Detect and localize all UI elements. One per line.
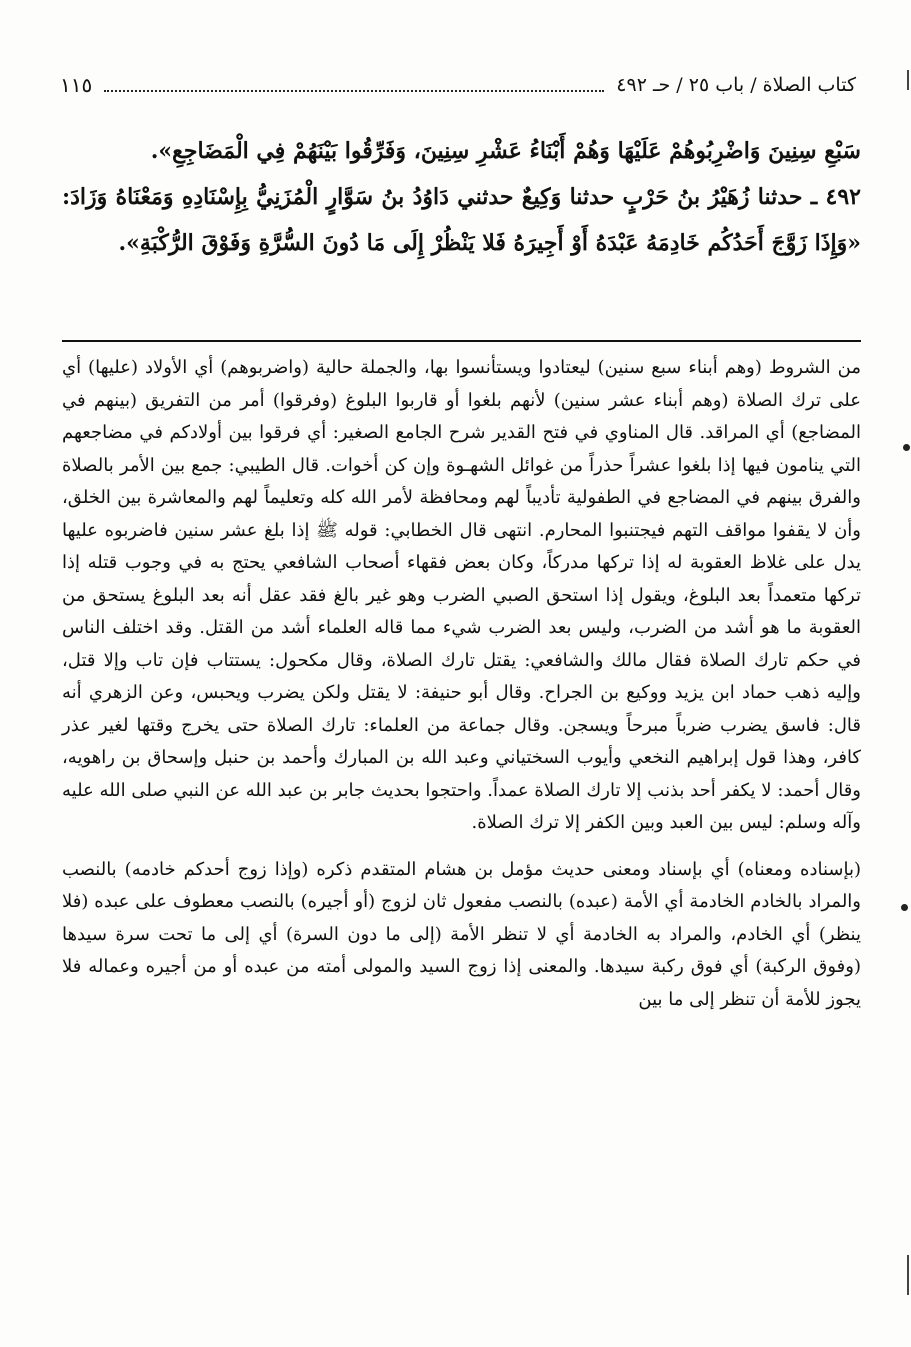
commentary-paragraph-1: من الشروط (وهم أبناء سبع سنين) ليعتادوا ويستأنسوا بها، والجملة حالية (واضربوهم) أي الأولاد (عليها) أي على ترك الصلاة (وهم أبناء عشر سنين) لأنهم بلغوا أو قاربوا البلوغ (وفرقوا) أمر من التفريق (بينهم في المضاجع) أي المراقد. قال المناوي في فتح القدير شرح الجامع الصغير: أي فرقوا بين أولادكم في مضاجعهم التي ينامون فيها إذا بلغوا عشراً حذراً من غوائل الشهـوة وإن كن أخوات. قال الطيبي: جمع بين الأمر بالصلاة والفرق بينهم في المضاجع في الطفولية تأديباً لهم ومحافظة لأمر الله كله وتعليماً لهم والمعاشرة بين الخلق، وأن لا يقفوا مواقف التهم فيجتنبوا المحارم. انتهى قال الخطابي: قوله ﷺ إذا بلغ عشر سنين فاضربوه عليها يدل على غلاظ العقوبة له إذا تركها مدركاً، وكان بعض فقهاء أصحاب الشافعي يحتج به في وجوب قتله إذا تركها متعمداً بعد البلوغ، ويقول إذا استحق الصبي الضرب وهو غير بالغ فقد عقل أنه بعد البلوغ يستحق من العقوبة ما هو أشد من الضرب، وليس بعد الضرب شيء مما قاله العلماء أشد من القتل. وقد اختلف الناس في حكم تارك الصلاة فقال مالك والشافعي: يقتل تارك الصلاة، وقال مكحول: يستتاب فإن تاب وإلا قتل، وإليه ذهب حماد ابن يزيد ووكيع بن الجراح. وقال أبو حنيفة: لا يقتل ولكن يضرب ويحبس، وعن الزهري أنه قال: فاسق يضرب ضرباً مبرحاً ويسجن. وقال جماعة من العلماء: تارك الصلاة حتى يخرج وقتها لغير عذر كافر، وهذا قول إبراهيم النخعي وأيوب السختياني وعبد الله بن المبارك وأحمد بن حنبل وإسحاق بن راهويه، وقال أحمد: لا يكفر أحد بذنب إلا تارك الصلاة عمداً. واحتجوا بحديث جابر بن عبد الله عن النبي صلى الله عليه وآله وسلم: ليس بين العبد وبين الكفر إلا ترك الصلاة. bbox=[62, 357, 862, 833]
hadith-492 bbox=[62, 174, 861, 266]
running-title: كتاب الصلاة / باب ٢٥ / حـ ٤٩٢ bbox=[616, 74, 856, 96]
page-number: ١١٥ bbox=[60, 73, 93, 97]
header-dot-leader bbox=[104, 78, 604, 92]
commentary-paragraph-2: (بإسناده ومعناه) أي بإسناد ومعنى حديث مؤمل بن هشام المتقدم ذكره (وإذا زوج أحدكم خادمه) بالنصب والمراد بالخادم الخادمة أي الأمة (عبده) بالنصب مفعول ثان لزوج (أو أجيره) بالنصب معطوف على عبده (فلا ينظر) أي الخادم، والمراد به الخادمة أي لا تنظر الأمة (إلى ما دون السرة) أي إلى ما تحت سرة سيدها (وفوق الركبة) أي فوق ركبة سيدها. والمعنى إذا زوج السيد والمولى أمته من عبده أو من أجيره وعماله فلا يجوز للأمة أن تنظر إلى ما بين bbox=[62, 858, 861, 1010]
hadith-text-block bbox=[62, 128, 861, 266]
hadith-continuation: سَبْعِ سِنِينَ وَاضْرِبُوهُمْ عَلَيْهَا وَهُمْ أَبْنَاءُ عَشْرِ سِنِينَ، وَفَرِّقُوا بَيْنَهُمْ فِي الْمَضَاجِعِ». bbox=[150, 138, 861, 164]
page-header bbox=[60, 68, 856, 102]
page-edge-mark bbox=[907, 1255, 909, 1295]
page-edge-mark bbox=[907, 70, 909, 90]
commentary-block bbox=[62, 352, 861, 1016]
margin-dot-mark bbox=[901, 904, 908, 911]
hadith-492-text: حدثنا زُهَيْرُ بنُ حَرْبٍ حدثنا وَكِيعٌ حدثني دَاوُدُ بنُ سَوَّارٍ الْمُزَنِيُّ بِإِسْنَادِهِ وَمَعْنَاهُ وَزَادَ: «وَإِذَا زَوَّجَ أَحَدُكُم خَادِمَهُ عَبْدَهُ أَوْ أَجِيرَهُ فَلا يَنْظُرْ إِلَى مَا دُونَ السُّرَّةِ وَفَوْقَ الرُّكْبَةِ». bbox=[62, 184, 861, 256]
margin-dot-mark bbox=[903, 444, 910, 451]
footnote-divider bbox=[62, 340, 861, 342]
hadith-number: ٤٩٢ ـ bbox=[810, 184, 861, 210]
